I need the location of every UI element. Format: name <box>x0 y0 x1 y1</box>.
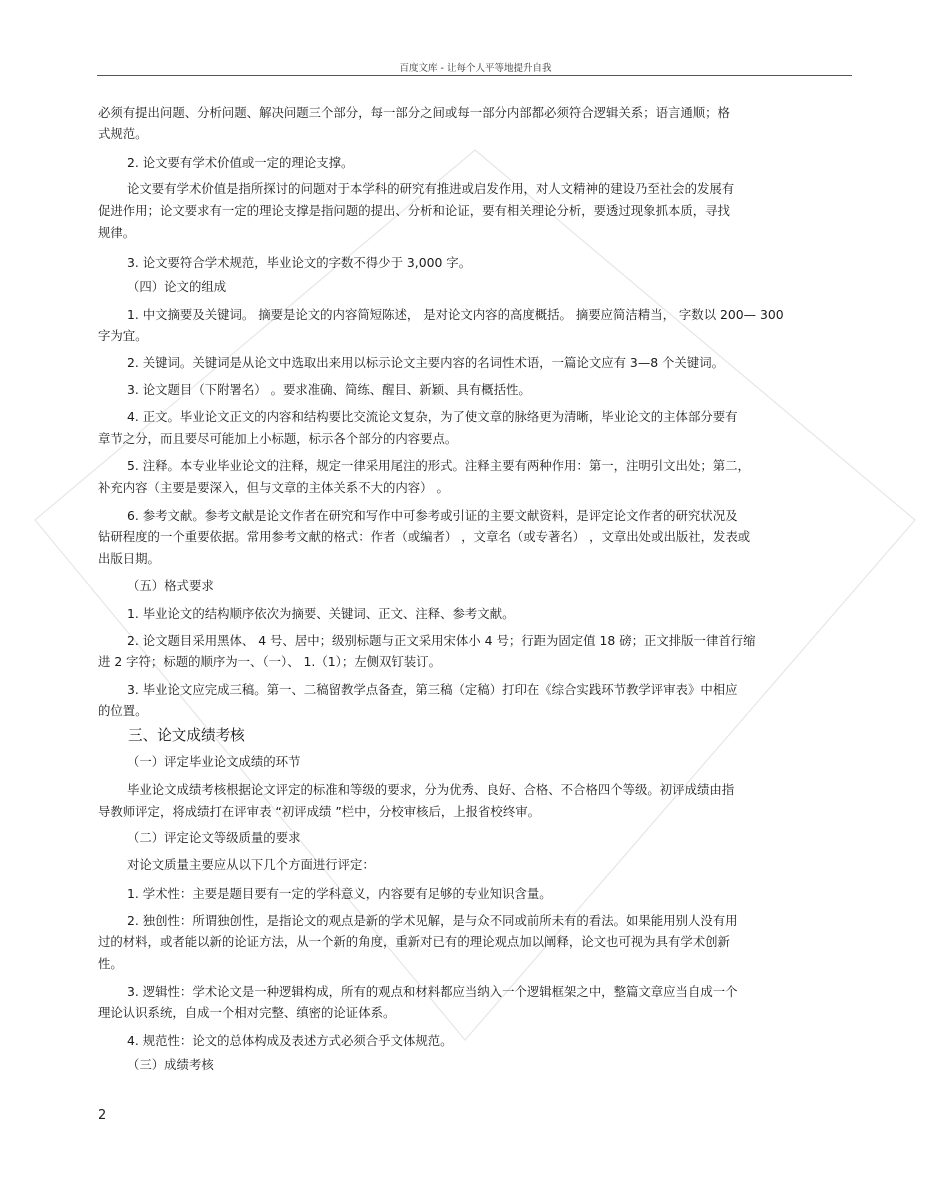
section-subheading: （五）格式要求 <box>127 578 214 593</box>
text-line: 性。 <box>98 956 123 971</box>
section-subheading: （三）成绩考核 <box>127 1057 214 1072</box>
text-line: 1. 学术性：主要是题目要有一定的学科意义，内容要有足够的专业知识含量。 <box>127 886 552 901</box>
text-line: 过的材料，或者能以新的论证方法，从一个新的角度，重新对已有的理论观点加以阐释，论文也可视为具有学术创新 <box>98 934 730 949</box>
text-line: 的位置。 <box>98 703 148 718</box>
text-line: 1. 中文摘要及关键词。 摘要是论文的内容简短陈述， 是对论文内容的高度概括。 摘要应简洁精当， 字数以 200— 300 <box>127 307 784 322</box>
text-line: 补充内容（主要是要深入，但与文章的主体关系不大的内容） 。 <box>98 480 449 495</box>
text-line: 促进作用；论文要求有一定的理论支撑是指问题的提出、分析和论证，要有相关理论分析，要透过现象抓本质，寻找 <box>98 203 730 218</box>
text-line: 对论文质量主要应从以下几个方面进行评定： <box>127 857 375 872</box>
section-heading: 三、论文成绩考核 <box>128 727 245 744</box>
text-line: 5. 注释。本专业毕业论文的注释，规定一律采用尾注的形式。注释主要有两种作用：第一，注明引文出处；第二， <box>127 458 750 473</box>
text-line: 3. 论文要符合学术规范，毕业论文的字数不得少于 3,000 字。 <box>127 255 472 270</box>
text-line: 出版日期。 <box>98 551 160 566</box>
text-line: 4. 规范性：论文的总体构成及表述方式必须合乎文体规范。 <box>127 1033 453 1048</box>
text-line: 钻研程度的一个重要依据。常用参考文献的格式：作者（或编者） ，文章名（或专著名） ，文章出处或出版社，发表或 <box>98 529 751 544</box>
text-line: 规律。 <box>98 225 136 240</box>
text-line: 理论认识系统，自成一个相对完整、缜密的论证体系。 <box>98 1005 396 1020</box>
section-subheading: （四）论文的组成 <box>127 279 227 294</box>
text-line: 3. 毕业论文应完成三稿。第一、二稿留教学点备查，第三稿（定稿）打印在《综合实践环节教学评审表》中相应 <box>127 682 738 697</box>
text-line: 导教师评定，将成绩打在评审表 “初评成绩 ”栏中，分校审核后，上报省校终审。 <box>98 804 540 819</box>
text-line: 2. 关键词。关键词是从论文中选取出来用以标示论文主要内容的名词性术语，一篇论文应有 3—8 个关键词。 <box>127 355 724 370</box>
running-header: 百度文库 - 让每个人平等地提升自我 <box>399 63 552 74</box>
text-line: 字为宜。 <box>98 328 148 343</box>
text-line: 2. 论文题目采用黑体、 4 号、居中；级别标题与正文采用宋体小 4 号；行距为固定值 18 磅；正文排版一律首行缩 <box>127 633 756 648</box>
section-subheading: （一）评定毕业论文成绩的环节 <box>127 754 301 769</box>
text-line: 论文要有学术价值是指所探讨的问题对于本学科的研究有推进或启发作用，对人文精神的建设乃至社会的发展有 <box>127 181 735 196</box>
text-line: 2. 独创性：所谓独创性，是指论文的观点是新的学术见解，是与众不同或前所未有的看法。如果能用别人没有用 <box>127 913 738 928</box>
page-number: 2 <box>98 1108 107 1123</box>
text-line: 3. 逻辑性：学术论文是一种逻辑构成，所有的观点和材料都应当纳入一个逻辑框架之中，整篇文章应当自成一个 <box>127 984 738 999</box>
text-line: 1. 毕业论文的结构顺序依次为摘要、关键词、正文、注释、参考文献。 <box>127 606 515 621</box>
text-line: 6. 参考文献。参考文献是论文作者在研究和写作中可参考或引证的主要文献资料，是评定论文作者的研究状况及 <box>127 508 738 523</box>
text-line: 2. 论文要有学术价值或一定的理论支撑。 <box>127 155 354 170</box>
text-line: 式规范。 <box>98 126 148 141</box>
text-line: 必须有提出问题、分析问题、解决问题三个部分，每一部分之间或每一部分内部都必须符合逻辑关系；语言通顺；格 <box>98 105 730 120</box>
header-rule <box>97 75 852 76</box>
section-subheading: （二）评定论文等级质量的要求 <box>127 830 301 845</box>
text-line: 进 2 字符；标题的顺序为一、（一）、 1.（1）；左侧双钉装订。 <box>98 654 441 669</box>
text-line: 4. 正文。毕业论文正文的内容和结构要比交流论文复杂，为了使文章的脉络更为清晰，毕业论文的主体部分要有 <box>127 409 738 424</box>
text-line: 3. 论文题目（下附署名） 。要求准确、简练、醒目、新颖、具有概括性。 <box>127 382 531 397</box>
text-line: 毕业论文成绩考核根据论文评定的标准和等级的要求，分为优秀、良好、合格、不合格四个等级。初评成绩由指 <box>127 782 735 797</box>
text-line: 章节之分，而且要尽可能加上小标题，标示各个部分的内容要点。 <box>98 431 458 446</box>
